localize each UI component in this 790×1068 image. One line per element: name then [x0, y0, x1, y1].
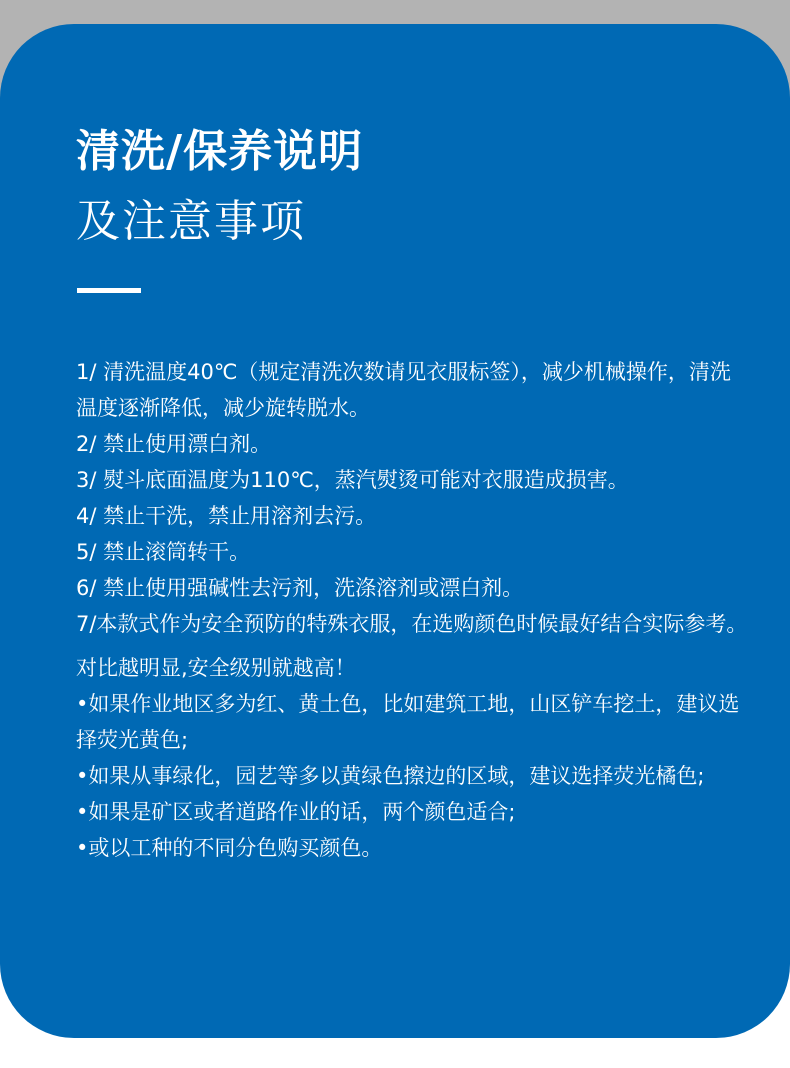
- section-gap: [76, 642, 748, 650]
- page-subtitle: 及注意事项: [76, 196, 306, 247]
- color-tip-item: •如果从事绿化，园艺等多以黄绿色擦边的区域，建议选择荧光橘色;: [76, 764, 705, 788]
- color-tip-item: •如果作业地区多为红、黄土色，比如建筑工地，山区铲车挖土，建议选择荧光黄色;: [76, 692, 740, 752]
- care-instructions-panel: [0, 24, 790, 1038]
- instruction-item: 1/ 清洗温度40℃（规定清洗次数请见衣服标签），减少机械操作，清洗温度逐渐降低，减少旋转脱水。: [76, 360, 731, 420]
- instruction-item: 6/ 禁止使用强碱性去污剂，洗涤溶剂或漂白剂。: [76, 576, 524, 600]
- instruction-item: 5/ 禁止滚筒转干。: [76, 540, 251, 564]
- instruction-item: 4/ 禁止干洗，禁止用溶剂去污。: [76, 504, 377, 528]
- instruction-item: 2/ 禁止使用漂白剂。: [76, 432, 272, 456]
- color-tip-item: •或以工种的不同分色购买颜色。: [76, 836, 383, 860]
- color-tips-heading: 对比越明显,安全级别就越高！: [76, 656, 356, 680]
- instruction-item: 7/本款式作为安全预防的特殊衣服，在选购颜色时候最好结合实际参考。: [76, 612, 748, 636]
- instructions-text: [76, 354, 748, 866]
- color-tip-item: •如果是矿区或者道路作业的话，两个颜色适合;: [76, 800, 516, 824]
- page-title: 清洗/保养说明: [76, 126, 364, 177]
- title-divider: [77, 288, 141, 293]
- instruction-item: 3/ 熨斗底面温度为110℃，蒸汽熨烫可能对衣服造成损害。: [76, 468, 629, 492]
